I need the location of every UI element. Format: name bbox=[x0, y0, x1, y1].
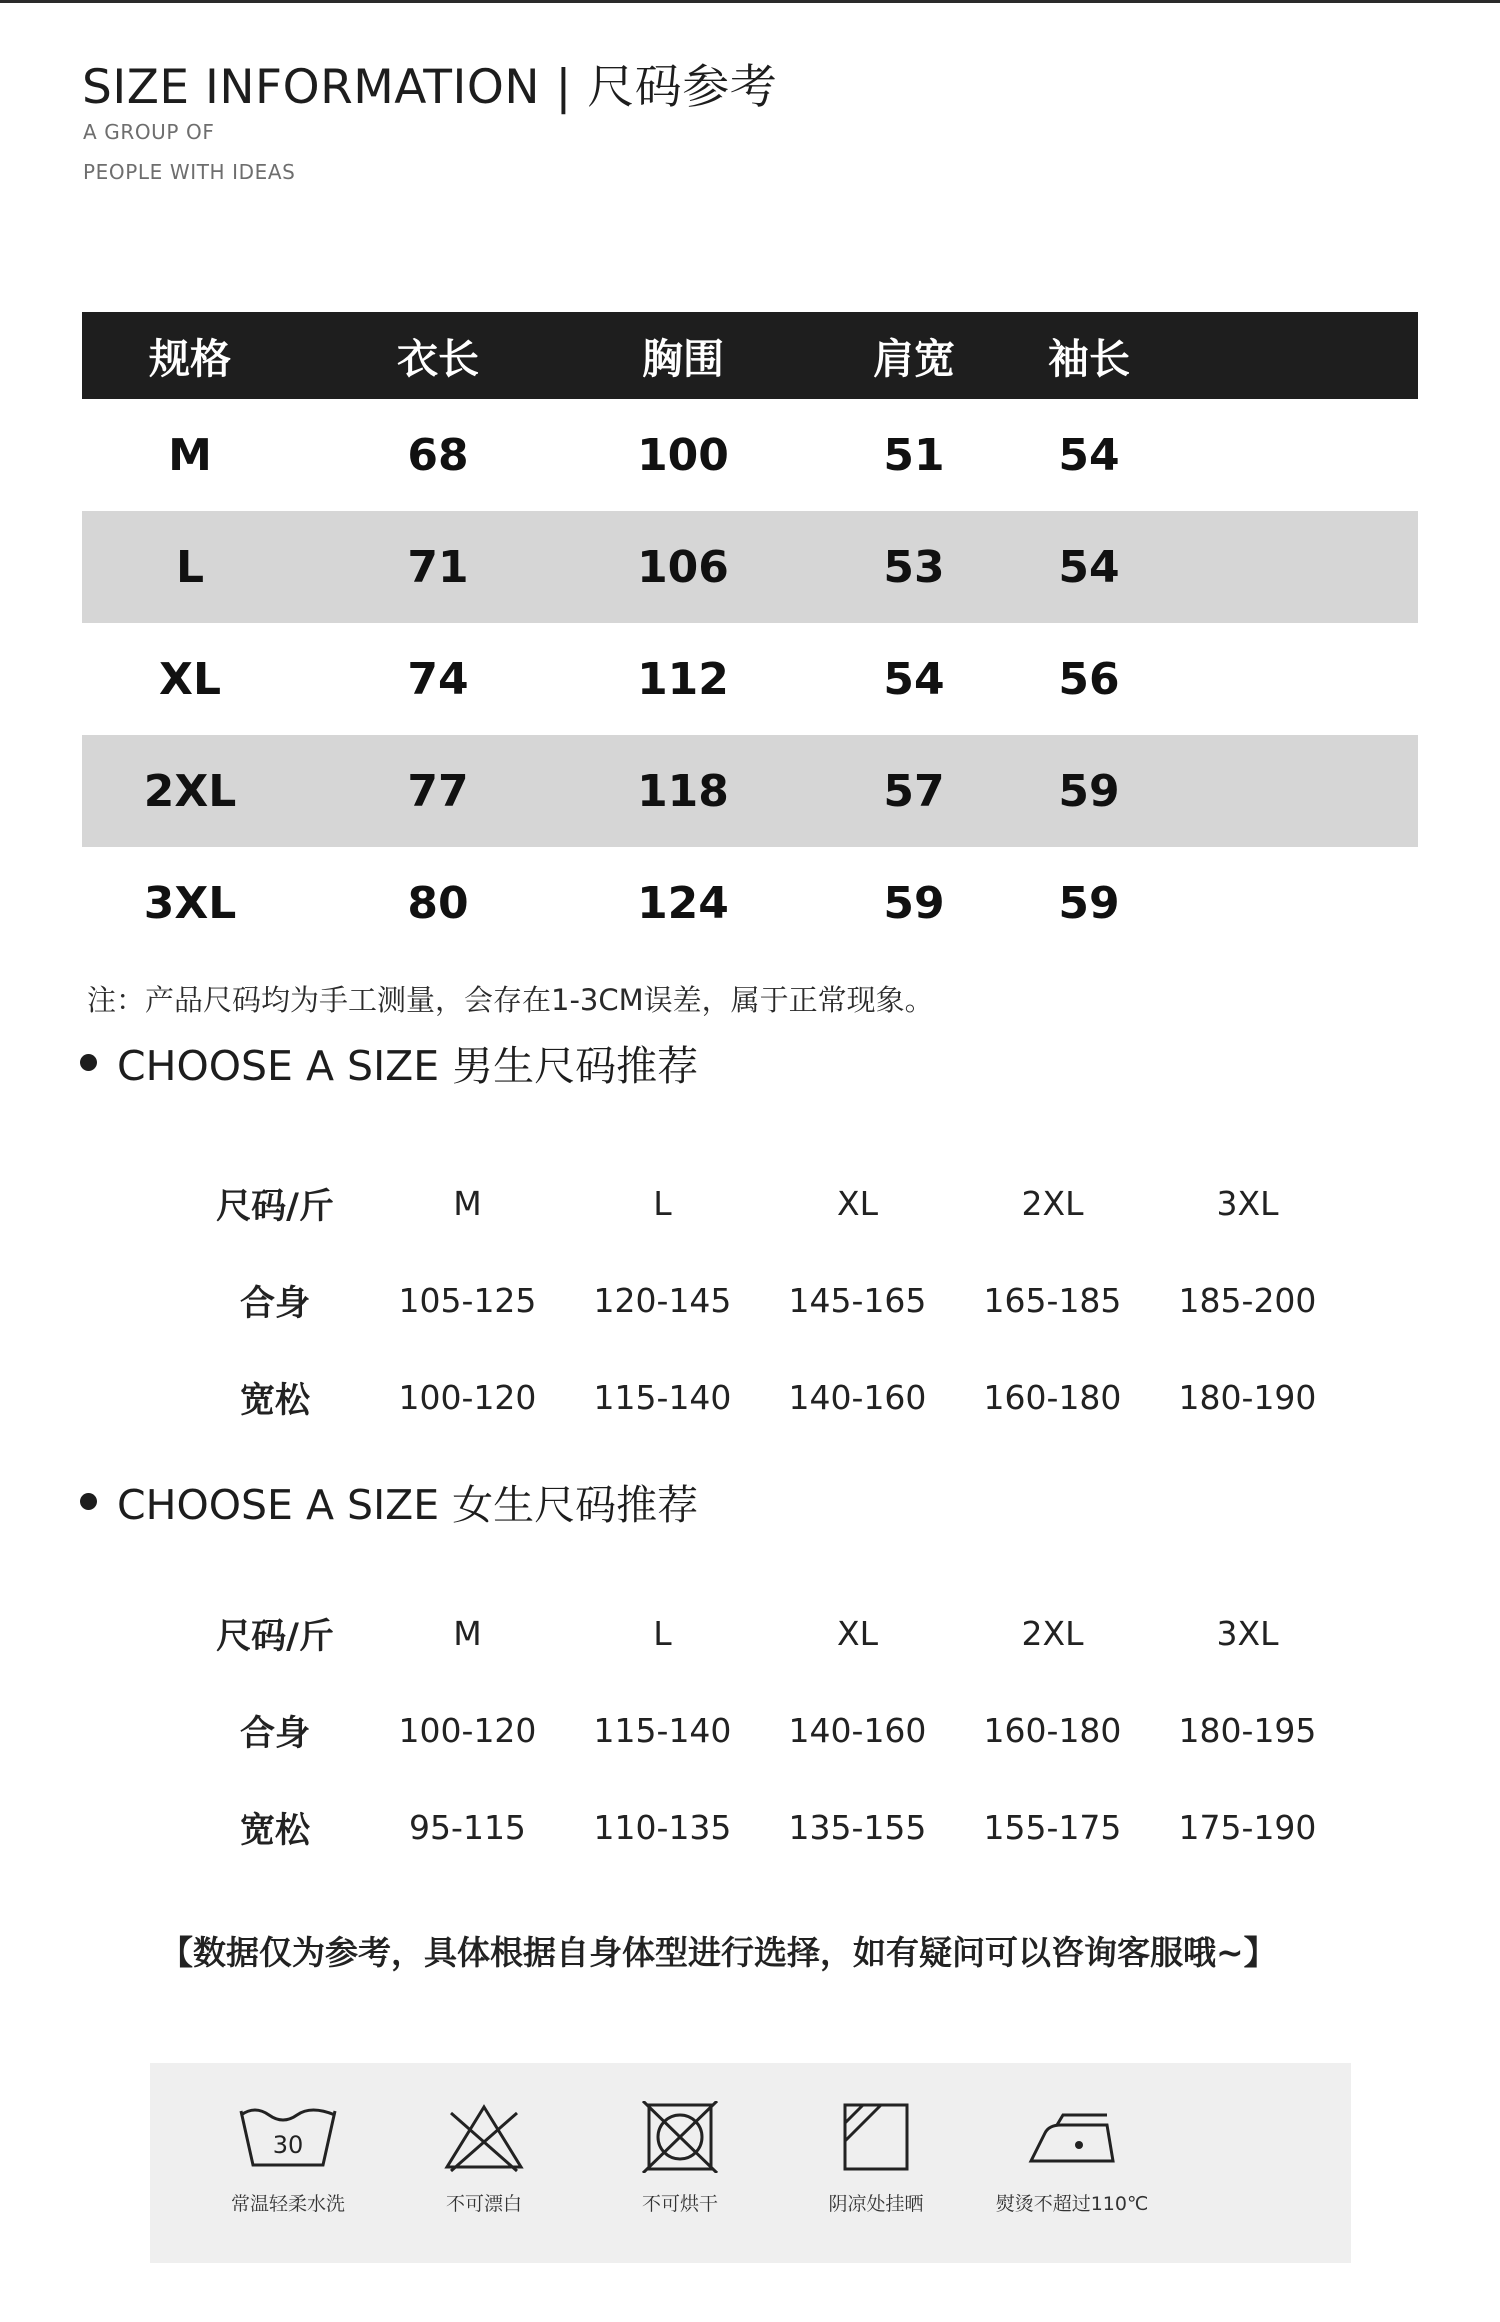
care-label: 不可漂白 bbox=[445, 2193, 522, 2215]
line-dry-shade-icon bbox=[821, 2101, 931, 2173]
cell-size: 2XL bbox=[143, 765, 237, 817]
cell-chest: 118 bbox=[637, 765, 729, 817]
table-row bbox=[82, 735, 1418, 847]
cell-chest: 124 bbox=[637, 877, 729, 929]
header-size: XL bbox=[837, 1184, 878, 1223]
cell-length: 80 bbox=[407, 877, 469, 929]
weight-range: 140-160 bbox=[788, 1378, 927, 1417]
cell-length: 68 bbox=[407, 429, 469, 481]
header-size: 3XL bbox=[1216, 1184, 1279, 1223]
weight-range: 160-180 bbox=[983, 1378, 1122, 1417]
care-item-iron bbox=[982, 2101, 1162, 2216]
subtitle-line-1: A GROUP OF bbox=[83, 120, 215, 144]
header-cell-sleeve: 袖长 bbox=[1048, 335, 1130, 383]
header-cell-shoulder: 肩宽 bbox=[873, 335, 955, 383]
row-label-fit: 合身 bbox=[239, 1713, 310, 1754]
care-label: 阴凉处挂晒 bbox=[828, 2193, 924, 2215]
weight-range: 180-190 bbox=[1178, 1378, 1317, 1417]
header-label: 尺码/斤 bbox=[216, 1616, 334, 1657]
header-size: 3XL bbox=[1216, 1614, 1279, 1653]
care-label: 常温轻柔水洗 bbox=[230, 2193, 345, 2215]
weight-range: 105-125 bbox=[398, 1281, 537, 1320]
weight-range: 160-180 bbox=[983, 1711, 1122, 1750]
header-size: L bbox=[653, 1614, 672, 1653]
women-section-title-text: CHOOSE A SIZE 女生尺码推荐 bbox=[117, 1481, 699, 1529]
cell-shoulder: 57 bbox=[883, 765, 945, 817]
table-row bbox=[82, 623, 1418, 735]
header-cell-length: 衣长 bbox=[397, 335, 479, 383]
row-label-fit: 合身 bbox=[239, 1283, 310, 1324]
cell-sleeve: 54 bbox=[1058, 429, 1120, 481]
size-measurement-table bbox=[82, 312, 1418, 959]
recommend-header-row bbox=[180, 1585, 1380, 1682]
cell-sleeve: 56 bbox=[1058, 653, 1120, 705]
weight-range: 115-140 bbox=[593, 1378, 732, 1417]
weight-range: 95-115 bbox=[409, 1808, 526, 1847]
table-row bbox=[180, 1779, 1380, 1876]
cell-sleeve: 59 bbox=[1058, 765, 1120, 817]
cell-length: 71 bbox=[407, 541, 469, 593]
table-row bbox=[82, 399, 1418, 511]
weight-range: 140-160 bbox=[788, 1711, 927, 1750]
table-header-row bbox=[82, 312, 1418, 399]
iron-icon bbox=[1017, 2101, 1127, 2173]
care-item-bleach bbox=[394, 2101, 574, 2216]
cell-chest: 112 bbox=[637, 653, 729, 705]
bullet-dot-icon bbox=[80, 1054, 97, 1071]
measurement-note: 注：产品尺码均为手工测量，会存在1-3CM误差，属于正常现象。 bbox=[87, 983, 934, 1017]
table-row bbox=[82, 847, 1418, 959]
weight-range: 110-135 bbox=[593, 1808, 732, 1847]
cell-chest: 106 bbox=[637, 541, 729, 593]
men-section-title bbox=[80, 1033, 698, 1092]
header-label: 尺码/斤 bbox=[216, 1186, 334, 1227]
cell-shoulder: 54 bbox=[883, 653, 945, 705]
header-size: 2XL bbox=[1021, 1614, 1084, 1653]
no-tumble-dry-icon bbox=[625, 2101, 735, 2173]
header-cell-chest: 胸围 bbox=[642, 335, 724, 383]
row-label-loose: 宽松 bbox=[239, 1380, 310, 1421]
subtitle-line-2: PEOPLE WITH IDEAS bbox=[83, 160, 296, 184]
cell-size: M bbox=[168, 429, 212, 481]
care-instructions-panel bbox=[150, 2063, 1351, 2263]
weight-range: 100-120 bbox=[398, 1711, 537, 1750]
men-recommend-table bbox=[180, 1155, 1380, 1446]
weight-range: 165-185 bbox=[983, 1281, 1122, 1320]
cell-size: L bbox=[175, 541, 205, 593]
cell-size: XL bbox=[159, 653, 221, 705]
header-size: M bbox=[453, 1614, 482, 1653]
page-title: SIZE INFORMATION | 尺码参考 bbox=[82, 60, 778, 115]
no-bleach-icon bbox=[429, 2101, 539, 2173]
care-item-dry bbox=[590, 2101, 770, 2216]
weight-range: 175-190 bbox=[1178, 1808, 1317, 1847]
weight-range: 180-195 bbox=[1178, 1711, 1317, 1750]
cell-chest: 100 bbox=[637, 429, 729, 481]
wash-temp-label: 30 bbox=[272, 2131, 304, 2159]
weight-range: 145-165 bbox=[788, 1281, 927, 1320]
cell-sleeve: 54 bbox=[1058, 541, 1120, 593]
table-row bbox=[180, 1682, 1380, 1779]
weight-range: 185-200 bbox=[1178, 1281, 1317, 1320]
care-label: 不可烘干 bbox=[641, 2193, 718, 2215]
weight-range: 155-175 bbox=[983, 1808, 1122, 1847]
disclaimer-banner: 【数据仅为参考，具体根据自身体型进行选择，如有疑问可以咨询客服哦~】 bbox=[160, 1933, 1277, 1972]
weight-range: 120-145 bbox=[593, 1281, 732, 1320]
bullet-dot-icon bbox=[80, 1493, 97, 1510]
weight-range: 100-120 bbox=[398, 1378, 537, 1417]
header-size: XL bbox=[837, 1614, 878, 1653]
row-label-loose: 宽松 bbox=[239, 1810, 310, 1851]
care-item-line-dry bbox=[786, 2101, 966, 2216]
cell-length: 77 bbox=[407, 765, 469, 817]
care-item-wash bbox=[198, 2101, 378, 2216]
header-size: L bbox=[653, 1184, 672, 1223]
header-size: M bbox=[453, 1184, 482, 1223]
cell-shoulder: 53 bbox=[883, 541, 945, 593]
women-recommend-table bbox=[180, 1585, 1380, 1876]
men-section-title-text: CHOOSE A SIZE 男生尺码推荐 bbox=[117, 1042, 699, 1090]
care-label: 熨烫不超过110℃ bbox=[995, 2193, 1149, 2215]
cell-sleeve: 59 bbox=[1058, 877, 1120, 929]
weight-range: 135-155 bbox=[788, 1808, 927, 1847]
wash-30-icon bbox=[233, 2101, 343, 2173]
table-row bbox=[82, 511, 1418, 623]
header-size: 2XL bbox=[1021, 1184, 1084, 1223]
header-cell-size: 规格 bbox=[149, 335, 231, 383]
cell-shoulder: 51 bbox=[883, 429, 945, 481]
cell-size: 3XL bbox=[143, 877, 237, 929]
table-row bbox=[180, 1252, 1380, 1349]
women-section-title bbox=[80, 1472, 698, 1531]
cell-shoulder: 59 bbox=[883, 877, 945, 929]
top-border bbox=[0, 0, 1500, 3]
recommend-header-row bbox=[180, 1155, 1380, 1252]
table-row bbox=[180, 1349, 1380, 1446]
weight-range: 115-140 bbox=[593, 1711, 732, 1750]
cell-length: 74 bbox=[407, 653, 469, 705]
